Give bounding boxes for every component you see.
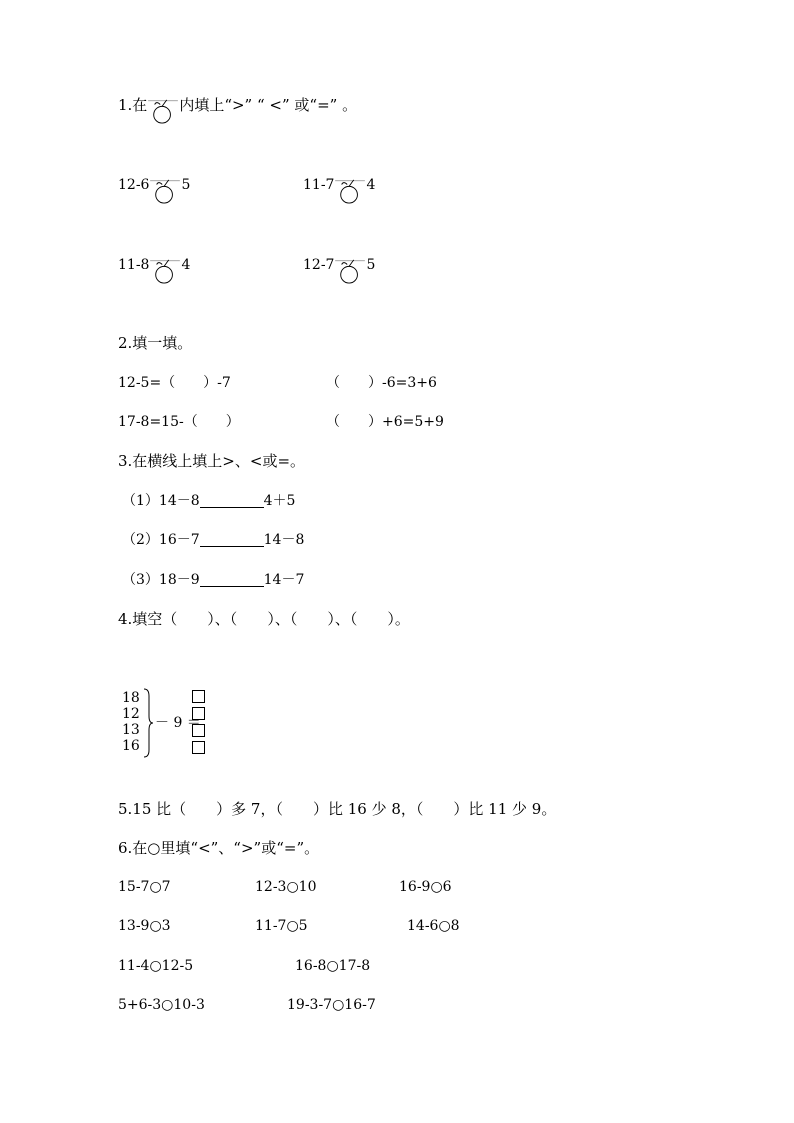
q6-item: 11-4○12-5: [118, 958, 194, 974]
q6-item: 5+6-3○10-3: [118, 997, 205, 1013]
q2-title: 2.填一填。: [118, 334, 193, 352]
apple-icon[interactable]: [149, 178, 181, 204]
q2-item: 17-8=15-（ ）: [118, 414, 240, 430]
q2-item: （ ）-6=3+6: [326, 375, 437, 391]
q4-answer-boxes: [192, 690, 205, 758]
q5-text: 5.15 比（ ）多 7，（ ）比 16 少 8，（ ）比 11 少 9。: [118, 800, 557, 818]
q4-title: 4.填空（ ）、（ ）、（ ）、（ ）。: [118, 610, 410, 628]
q3-item: [122, 533, 304, 547]
q2-item: 12-5=（ ）-7: [118, 375, 231, 391]
q1-item-left: 11-7: [303, 177, 335, 193]
q1-title-prefix: 1.在: [118, 96, 148, 114]
q1-item-left: 11-8: [118, 257, 150, 273]
q6-item: 11-7○5: [255, 918, 308, 934]
q4-operation: － 9 ＝: [155, 715, 201, 731]
q3-item-right: 14－8: [263, 532, 305, 548]
q3-item-right: 4＋5: [263, 493, 296, 509]
q3-item-right: 14－7: [263, 572, 305, 588]
right-brace-icon: [142, 688, 154, 758]
apple-icon[interactable]: [334, 258, 366, 284]
q3-title: 3.在横线上填上>、<或=。: [118, 452, 306, 470]
q1-item: [303, 258, 375, 284]
q1-item-right: 4: [366, 177, 376, 193]
q1-item-left: 12-6: [118, 177, 150, 193]
q6-item: 14-6○8: [407, 918, 460, 934]
q4-number: 16: [122, 738, 140, 754]
q1-item-right: 5: [366, 257, 376, 273]
q3-item-label: （1）14－8: [122, 493, 200, 509]
q6-item: 19-3-7○16-7: [287, 997, 376, 1013]
q6-title: 6.在○里填“<”、“>”或“=”。: [118, 839, 320, 857]
apple-icon[interactable]: [149, 258, 181, 284]
q6-item: 15-7○7: [118, 879, 171, 895]
answer-box[interactable]: [192, 741, 205, 754]
q6-item: 12-3○10: [255, 879, 317, 895]
q6-item: 16-9○6: [399, 879, 452, 895]
apple-icon[interactable]: [334, 178, 366, 204]
answer-blank[interactable]: [200, 494, 264, 508]
q4-number: 18: [122, 690, 140, 706]
answer-blank[interactable]: [200, 533, 264, 547]
q3-item-label: （2）16－7: [122, 532, 200, 548]
q1-item-right: 4: [181, 257, 191, 273]
answer-box[interactable]: [192, 690, 205, 703]
q6-item: 13-9○3: [118, 918, 171, 934]
answer-box[interactable]: [192, 707, 205, 720]
q3-item: [122, 494, 295, 508]
answer-blank[interactable]: [200, 573, 264, 587]
answer-box[interactable]: [192, 724, 205, 737]
q4-number: 12: [122, 706, 140, 722]
q6-item: 16-8○17-8: [295, 958, 371, 974]
q1-item-left: 12-7: [303, 257, 335, 273]
q2-item: （ ）+6=5+9: [326, 414, 444, 430]
q1-item: [118, 178, 190, 204]
q1-item-right: 5: [181, 177, 191, 193]
q3-item: [122, 573, 304, 587]
q1-title: [118, 98, 357, 124]
q1-title-suffix: 内填上“>” “ <” 或“=” 。: [179, 96, 358, 114]
apple-icon: [147, 98, 179, 124]
q4-number-list: [122, 690, 140, 754]
q3-item-label: （3）18－9: [122, 572, 200, 588]
q4-number: 13: [122, 722, 140, 738]
q1-item: [303, 178, 375, 204]
q1-item: [118, 258, 190, 284]
